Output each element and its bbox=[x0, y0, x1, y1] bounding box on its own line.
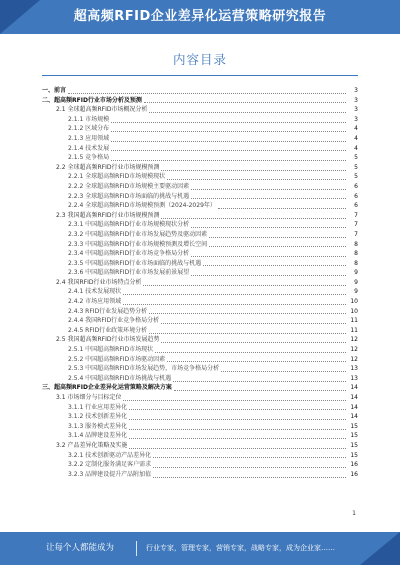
toc-entry-page: 4 bbox=[354, 144, 358, 152]
toc-dot-leader bbox=[209, 246, 346, 247]
toc-entry-page: 14 bbox=[350, 394, 358, 401]
toc-entry-label: 3.2.3 品牌建设提升产品附加值 bbox=[68, 470, 152, 478]
toc-entry-page: 12 bbox=[350, 346, 358, 354]
toc-dot-leader bbox=[173, 381, 346, 382]
toc-entry-label: 3.2.1 技术创新驱动产品差异化 bbox=[68, 451, 152, 459]
toc-entry-label: 2.1 全球超高频RFID市场概况分析 bbox=[56, 106, 148, 114]
toc-entry-label: 2.5.1 中国超高频RFID市场现状 bbox=[68, 346, 154, 354]
toc-entry[interactable] bbox=[42, 240, 358, 250]
toc-entry-label: 3.1.2 技术创新差异化 bbox=[68, 413, 128, 421]
toc-entry-page: 4 bbox=[354, 134, 358, 142]
toc-entry-label: 2.5 我国超高频RFID行业市场发展趋势 bbox=[56, 336, 160, 344]
toc-entry-label: 2.2.4 全球超高频RFID市场规模预测（2024-2029年） bbox=[68, 202, 216, 210]
toc-entry[interactable] bbox=[42, 374, 358, 384]
toc-entry-page: 11 bbox=[350, 317, 358, 325]
toc-entry[interactable] bbox=[42, 124, 358, 134]
toc-entry-page: 10 bbox=[350, 298, 358, 306]
toc-entry-label: 2.1.1 市场规模 bbox=[68, 115, 110, 123]
toc-entry-page: 15 bbox=[350, 432, 358, 440]
toc-entry-label: 2.3 我国超高频RFID行业市场规模预测 bbox=[56, 211, 160, 219]
toc-entry[interactable] bbox=[42, 259, 358, 269]
toc-entry-label: 2.2 全球超高频RFID行业市场规模预测 bbox=[56, 163, 160, 171]
toc-entry[interactable] bbox=[42, 412, 358, 422]
toc-title-divider bbox=[42, 75, 358, 76]
toc-dot-leader bbox=[111, 131, 346, 132]
toc-entry[interactable] bbox=[42, 355, 358, 365]
toc-dot-leader bbox=[209, 237, 346, 238]
toc-entry[interactable] bbox=[42, 451, 358, 461]
toc-entry[interactable] bbox=[42, 335, 358, 345]
toc-entry-page: 3 bbox=[354, 106, 358, 114]
toc-entry[interactable] bbox=[42, 470, 358, 480]
toc-entry[interactable] bbox=[42, 460, 358, 470]
toc-entry[interactable] bbox=[42, 105, 358, 115]
toc-entry-label: 2.4.3 RFID行业发展趋势分析 bbox=[68, 307, 148, 315]
toc-entry-label: 3.1.4 品牌建设差异化 bbox=[68, 432, 128, 440]
toc-title: 内容目录 bbox=[172, 52, 227, 67]
toc-entry-label: 2.3.2 中国超高频RFID行业市场发展趋势及驱动因素 bbox=[68, 230, 208, 238]
toc-dot-leader bbox=[149, 333, 346, 334]
toc-dot-leader bbox=[153, 467, 346, 468]
toc-entry[interactable] bbox=[42, 268, 358, 278]
toc-entry-label: 3.2.2 定制化服务满足客户需求 bbox=[68, 461, 152, 469]
toc-dot-leader bbox=[149, 313, 346, 314]
toc-entry[interactable] bbox=[42, 316, 358, 326]
toc-entry-page: 15 bbox=[350, 441, 358, 449]
toc-entry-label: 2.5.4 中国超高频RFID市场挑战与机遇 bbox=[68, 374, 172, 382]
toc-dot-leader bbox=[167, 179, 346, 180]
toc-entry-page: 9 bbox=[354, 278, 358, 286]
toc-entry[interactable] bbox=[42, 220, 358, 230]
toc-dot-leader bbox=[129, 409, 346, 410]
toc-dot-leader bbox=[123, 294, 346, 295]
toc-entry-page: 7 bbox=[354, 211, 358, 219]
toc-entry-label: 2.2.1 全球超高频RFID市场规模现状 bbox=[68, 173, 166, 181]
toc-entry[interactable] bbox=[42, 297, 358, 307]
toc-entry-label: 2.4.2 市场应用领域 bbox=[68, 298, 122, 306]
toc-entry[interactable] bbox=[42, 383, 358, 393]
toc-entry[interactable] bbox=[42, 278, 358, 288]
toc-entry-page: 3 bbox=[354, 115, 358, 123]
toc-entry-label: 2.2.3 全球超高频RFID市场面临的挑战与机遇 bbox=[68, 192, 190, 200]
toc-entry-page: 6 bbox=[354, 182, 358, 190]
toc-entry[interactable] bbox=[42, 431, 358, 441]
toc-entry[interactable] bbox=[42, 192, 358, 202]
toc-entry-label: 3.1 市场细分与目标定位 bbox=[56, 394, 122, 401]
toc-entry[interactable] bbox=[42, 182, 358, 192]
toc-entry-label: 3.2 产品差异化策略及实施 bbox=[56, 441, 128, 449]
toc-entry-page: 3 bbox=[354, 87, 358, 94]
toc-entry-page: 4 bbox=[354, 125, 358, 133]
toc-entry[interactable] bbox=[42, 287, 358, 297]
toc-entry-label: 2.3.4 中国超高频RFID行业市场竞争格局分析 bbox=[68, 250, 190, 258]
toc-dot-leader bbox=[161, 170, 346, 171]
toc-entry[interactable] bbox=[42, 441, 358, 451]
toc-entry[interactable] bbox=[42, 115, 358, 125]
toc-entry-label: 2.5.3 中国超高频RFID市场发展趋势，市场竞争格局分析 bbox=[68, 365, 220, 373]
toc-dot-leader bbox=[111, 122, 346, 123]
toc-entry-page: 5 bbox=[354, 173, 358, 181]
toc-entry-page: 16 bbox=[350, 470, 358, 478]
toc-entry-page: 9 bbox=[354, 269, 358, 277]
toc-entry[interactable] bbox=[42, 345, 358, 355]
toc-entry[interactable] bbox=[42, 307, 358, 317]
toc-entry[interactable] bbox=[42, 364, 358, 374]
toc-entry-label: 二、超高频RFID行业市场分析及预测 bbox=[42, 96, 142, 104]
toc-entry-page: 13 bbox=[350, 365, 358, 373]
toc-dot-leader bbox=[161, 342, 346, 343]
toc-entry-page: 14 bbox=[350, 403, 358, 411]
toc-entry-page: 7 bbox=[354, 221, 358, 229]
toc-entry[interactable] bbox=[42, 163, 358, 173]
footer-separator bbox=[136, 541, 137, 556]
toc-entry-label: 2.1.4 技术发展 bbox=[68, 144, 110, 152]
toc-entry-label: 2.4.5 RFID行业政策环境分析 bbox=[68, 326, 148, 334]
toc-entry-page: 6 bbox=[354, 202, 358, 210]
page-number: 1 bbox=[352, 510, 356, 517]
toc-entry[interactable] bbox=[42, 201, 358, 211]
toc-dot-leader bbox=[144, 102, 346, 103]
toc-dot-leader bbox=[191, 198, 346, 199]
toc-dot-leader bbox=[123, 304, 346, 305]
toc-dot-leader bbox=[161, 323, 346, 324]
toc-dot-leader bbox=[143, 285, 346, 286]
toc-dot-leader bbox=[155, 352, 346, 353]
toc-dot-leader bbox=[191, 189, 346, 190]
toc-entry-label: 2.1.5 竞争格局 bbox=[68, 154, 110, 162]
toc-entry-page: 14 bbox=[350, 413, 358, 421]
toc-dot-leader bbox=[153, 477, 346, 478]
toc-dot-leader bbox=[221, 371, 346, 372]
toc-entry-label: 2.5.2 中国超高频RFID市场驱动因素 bbox=[68, 355, 166, 363]
toc-entry-label: 2.4.1 技术发展现状 bbox=[68, 288, 122, 296]
footer-corner-decoration bbox=[360, 532, 400, 565]
toc-entry[interactable] bbox=[42, 153, 358, 163]
toc-dot-leader bbox=[111, 141, 346, 142]
toc-entry[interactable] bbox=[42, 403, 358, 413]
toc-entry-label: 2.4.4 我国RFID行业竞争格局分析 bbox=[68, 317, 160, 325]
toc-entry[interactable] bbox=[42, 393, 358, 403]
toc-entry[interactable] bbox=[42, 144, 358, 154]
toc-entry[interactable] bbox=[42, 134, 358, 144]
toc-entry-page: 12 bbox=[350, 355, 358, 363]
toc-entry-page: 16 bbox=[350, 461, 358, 469]
toc-dot-leader bbox=[129, 429, 346, 430]
toc-entry[interactable] bbox=[42, 422, 358, 432]
toc-entry-page: 8 bbox=[354, 259, 358, 267]
toc-entry-page: 7 bbox=[354, 230, 358, 238]
toc-entry-label: 2.1.2 区域分布 bbox=[68, 125, 110, 133]
toc-entry[interactable] bbox=[42, 96, 358, 106]
toc-entry-label: 2.3.3 中国超高频RFID行业市场规模预测及增长空间 bbox=[68, 240, 208, 248]
toc-dot-leader bbox=[161, 218, 346, 219]
toc-entry-page: 15 bbox=[350, 451, 358, 459]
toc-dot-leader bbox=[203, 265, 346, 266]
toc-entry-label: 2.1.3 应用领域 bbox=[68, 134, 110, 142]
toc-entry-page: 13 bbox=[350, 374, 358, 382]
toc-entry-page: 10 bbox=[350, 307, 358, 315]
toc-entry-label: 3.1.1 行业应用差异化 bbox=[68, 403, 128, 411]
toc-entry-label: 一、前言 bbox=[42, 87, 67, 94]
toc-entry-page: 6 bbox=[354, 192, 358, 200]
toc-dot-leader bbox=[191, 227, 346, 228]
toc-dot-leader bbox=[174, 390, 346, 391]
toc-dot-leader bbox=[111, 160, 346, 161]
toc-entry-page: 3 bbox=[354, 96, 358, 104]
toc-entry-label: 2.3.6 中国超高频RFID行业市场发展前景展望 bbox=[68, 269, 190, 277]
toc-entry-page: 5 bbox=[354, 154, 358, 162]
toc-entry-label: 2.2.2 全球超高频RFID市场规模主要驱动因素 bbox=[68, 182, 190, 190]
toc-dot-leader bbox=[191, 275, 346, 276]
toc-entry-page: 8 bbox=[354, 240, 358, 248]
toc-entry-page: 9 bbox=[354, 288, 358, 296]
toc-entry-label: 2.3.1 中国超高频RFID行业市场规模现状分析 bbox=[68, 221, 190, 229]
toc-entry[interactable] bbox=[42, 326, 358, 336]
toc-dot-leader bbox=[129, 438, 346, 439]
toc-entry[interactable] bbox=[42, 211, 358, 221]
toc-entry-label: 三、超高频RFID企业差异化运营策略及解决方案 bbox=[42, 384, 172, 392]
document-title: 超高频RFID企业差异化运营策略研究报告 bbox=[73, 9, 327, 24]
toc-entry-label: 2.4 我国RFID行业市场特点分析 bbox=[56, 278, 142, 286]
toc-dot-leader bbox=[129, 448, 346, 449]
toc-dot-leader bbox=[153, 457, 346, 458]
toc-dot-leader bbox=[123, 400, 346, 401]
toc-dot-leader bbox=[129, 419, 346, 420]
toc-entry-page: 14 bbox=[350, 384, 358, 392]
toc-dot-leader bbox=[167, 361, 346, 362]
toc-entry[interactable] bbox=[42, 230, 358, 240]
toc-entry-label: 2.3.5 中国超高频RFID行业市场面临的挑战与机遇 bbox=[68, 259, 202, 267]
table-of-contents bbox=[42, 86, 358, 479]
toc-dot-leader bbox=[191, 256, 346, 257]
toc-entry-page: 12 bbox=[350, 336, 358, 344]
toc-dot-leader bbox=[111, 150, 346, 151]
footer-banner bbox=[0, 532, 400, 565]
header-banner bbox=[0, 0, 400, 34]
toc-entry-page: 11 bbox=[350, 326, 358, 334]
footer-roles: 行业专家，管理专家，营销专家，战略专家，成为企业家…… bbox=[146, 544, 335, 552]
toc-entry-page: 5 bbox=[354, 163, 358, 171]
toc-entry-page: 8 bbox=[354, 250, 358, 258]
toc-entry-label: 3.1.3 服务模式差异化 bbox=[68, 422, 128, 430]
toc-dot-leader bbox=[68, 93, 346, 94]
footer-slogan: 让每个人都能成为 bbox=[46, 543, 115, 553]
toc-entry[interactable] bbox=[42, 249, 358, 259]
toc-dot-leader bbox=[218, 208, 346, 209]
toc-entry[interactable] bbox=[42, 172, 358, 182]
toc-dot-leader bbox=[149, 112, 346, 113]
toc-entry-page: 15 bbox=[350, 422, 358, 430]
toc-entry[interactable] bbox=[42, 86, 358, 96]
